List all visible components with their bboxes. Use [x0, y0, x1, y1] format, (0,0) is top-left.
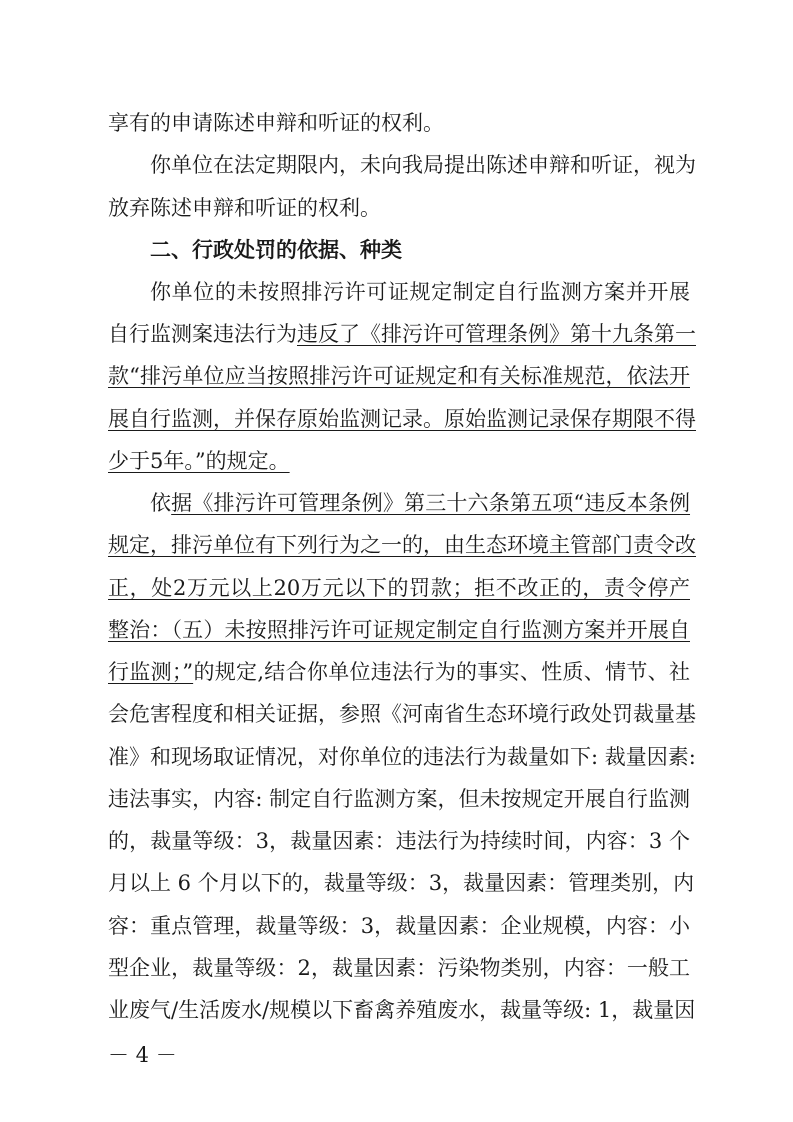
text-run: 的规定,结合你单位违法行为的事实、性质、情节、社 — [193, 660, 690, 684]
paragraph-line: 容：重点管理，裁量等级：3，裁量因素：企业规模，内容：小 — [108, 914, 690, 938]
paragraph-line: 违法事实，内容: 制定自行监测方案，但未按规定开展自行监测 — [108, 787, 690, 811]
underlined-text: 行监测；” — [108, 660, 194, 684]
paragraph-line: 业废气/生活废水/规模以下畜禽养殖废水，裁量等级: 1，裁量因 — [108, 998, 696, 1022]
underlined-text: 整治：（五）未按照排污许可证规定制定自行监测方案并开展自 — [108, 618, 690, 642]
paragraph-line — [108, 615, 690, 645]
paragraph-line: 放弃陈述申辩和听证的权利。 — [108, 196, 381, 220]
paragraph-line: 型企业，裁量等级：2，裁量因素：污染物类别，内容：一般工 — [108, 956, 690, 980]
paragraph-line: 享有的申请陈述申辩和听证的权利。 — [108, 111, 444, 135]
paragraph-line: 你单位在法定期限内，未向我局提出陈述申辩和听证，视为 — [150, 153, 696, 177]
paragraph-line: 的，裁量等级：3，裁量因素：违法行为持续时间，内容：3 个 — [108, 829, 690, 853]
text-run: 依 — [150, 491, 172, 515]
underlined-text: 正，处2万元以上20万元以下的罚款；拒不改正的，责令停产 — [108, 576, 690, 600]
paragraph-line: 你单位的未按照排污许可证规定制定自行监测方案并开展 — [150, 280, 690, 304]
paragraph-line — [108, 319, 696, 349]
underlined-text: 展自行监测，并保存原始监测记录。原始监测记录保存期限不得 — [108, 407, 696, 431]
paragraph-line — [108, 446, 690, 476]
underlined-text: 款“排污单位应当按照排污许可证规定和有关标准规范，依法开 — [108, 364, 690, 388]
section-heading: 二、行政处罚的依据、种类 — [150, 238, 402, 262]
paragraph-line — [108, 530, 696, 560]
underlined-text: 据《排污许可管理条例》第三十六条第五项“违反本条例 — [171, 491, 691, 515]
paragraph-line: 月以上 6 个月以下的，裁量等级：3，裁量因素：管理类别，内 — [108, 871, 695, 895]
paragraph-line — [108, 404, 696, 434]
paragraph-line: 准》和现场取证情况，对你单位的违法行为裁量如下: 裁量因素: — [108, 745, 696, 769]
paragraph-line — [150, 488, 690, 518]
paragraph-line — [108, 361, 690, 391]
paragraph-line — [108, 657, 690, 687]
paragraph-line: 会危害程度和相关证据，参照《河南省生态环境行政处罚裁量基 — [108, 702, 696, 726]
text-run: 自行监测案违法行为 — [108, 322, 297, 346]
underlined-text: 违反了《排污许可管理条例》第十九条第一 — [297, 322, 696, 346]
page-number: － 4 － — [108, 1043, 177, 1067]
underlined-text: 规定，排污单位有下列行为之一的，由生态环境主管部门责令改 — [108, 533, 696, 557]
underlined-text: 少于5年。”的规定。 — [108, 449, 290, 473]
paragraph-line — [108, 573, 690, 603]
